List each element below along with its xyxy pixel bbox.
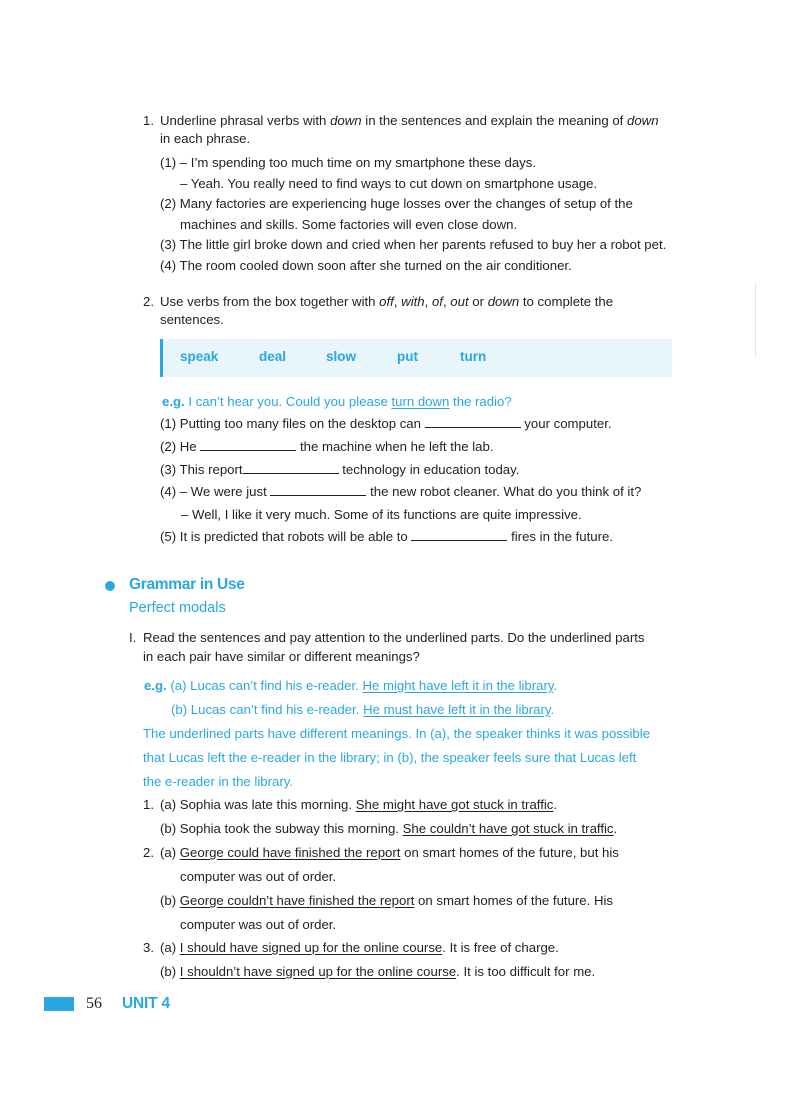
q1-b: [160, 819, 617, 839]
ex2-heading-part: off: [379, 294, 394, 309]
footer-bar: [44, 997, 74, 1011]
sentence-text: technology in education today.: [338, 462, 520, 477]
unit-label: UNIT 4: [122, 995, 170, 1012]
section-bullet-icon: [105, 581, 115, 591]
ex2-sentence-5: [160, 527, 613, 547]
page-number: 56: [86, 995, 102, 1012]
q2-a-cont: computer was out of order.: [180, 869, 337, 884]
ex2-heading-part: out: [450, 294, 469, 309]
grammar-example-b: [171, 700, 554, 720]
word-box-item: slow: [326, 349, 357, 364]
q-text: (a): [160, 845, 180, 860]
example-label: e.g.: [144, 678, 167, 693]
grammar-explanation-line: the e-reader in the library.: [143, 774, 294, 789]
q-text: on smart homes of the future. His: [414, 893, 614, 908]
ex2-example: [162, 392, 512, 412]
grammar-example-a: [144, 676, 557, 696]
q-underline: I should have signed up for the online course: [179, 940, 443, 955]
grammar-number: I.: [129, 630, 137, 645]
grammar-title: Grammar in Use: [129, 576, 245, 593]
q-text: (b): [160, 964, 180, 979]
sentence-text: the new robot cleaner. What do you think of it?: [366, 484, 642, 499]
q-underline: She couldn’t have got stuck in traffic: [402, 821, 614, 836]
q3-b: [160, 962, 595, 982]
ex2-heading-part: with: [401, 294, 425, 309]
grammar-subtitle: Perfect modals: [129, 600, 226, 616]
sentence-text: the machine when he left the lab.: [296, 439, 494, 454]
ex1-item-1: (1) – I’m spending too much time on my smartphone these days.: [160, 155, 537, 170]
ex1-item-3: (3) The little girl broke down and cried when her parents refused to buy her a robot pet.: [160, 237, 667, 252]
grammar-heading: Read the sentences and pay attention to the underlined parts. Do the underlined parts: [143, 630, 645, 645]
q-underline: George couldn’t have finished the report: [179, 893, 415, 908]
ex1-heading: [160, 111, 659, 130]
ex1-item-1-reply: – Yeah. You really need to find ways to cut down on smartphone usage.: [180, 176, 598, 191]
example-text: .: [553, 678, 558, 693]
q-text: .: [613, 821, 618, 836]
ex2-heading-part: or: [468, 294, 488, 309]
ex1-item-4: (4) The room cooled down soon after she turned on the air conditioner.: [160, 258, 572, 273]
ex2-heading-part: ,: [393, 294, 402, 309]
ex2-heading-part: ,: [442, 294, 451, 309]
answer-blank[interactable]: [425, 415, 521, 428]
ex2-heading-part: ,: [424, 294, 432, 309]
ex2-heading-part: Use verbs from the box together with: [160, 294, 380, 309]
ex2-heading-line2: sentences.: [160, 312, 224, 327]
sentence-text: (4) – We were just: [160, 484, 271, 499]
ex2-heading-part: of: [431, 294, 443, 309]
q-text: (a): [160, 940, 180, 955]
ex2-number: 2.: [143, 294, 154, 309]
grammar-explanation-line: that Lucas left the e-reader in the library; in (b), the speaker feels sure that Lucas left: [143, 750, 637, 765]
sentence-text: (1) Putting too many files on the desktop can: [160, 416, 425, 431]
q2-number: 2.: [143, 845, 154, 860]
word-box-item: speak: [180, 349, 219, 364]
q-text: (b): [160, 893, 180, 908]
word-box-item: put: [397, 349, 418, 364]
example-text: the radio?: [449, 394, 512, 409]
q-text: (a) Sophia was late this morning.: [160, 797, 356, 812]
q3-number: 3.: [143, 940, 154, 955]
q2-b: [160, 891, 613, 911]
q-text: on smart homes of the future, but his: [400, 845, 619, 860]
ex2-sentence-1: [160, 414, 612, 434]
q1-a: [160, 795, 557, 815]
answer-blank[interactable]: [270, 483, 366, 496]
example-text: .: [550, 702, 555, 717]
word-box-item: turn: [460, 349, 487, 364]
ex2-heading: [160, 292, 613, 311]
ex1-heading-part: down: [627, 113, 659, 128]
ex1-heading-line2: in each phrase.: [160, 131, 251, 146]
example-underline: He must have left it in the library: [363, 702, 551, 717]
q2-a: [160, 843, 619, 863]
example-text: (b) Lucas can’t find his e-reader.: [171, 702, 364, 717]
sentence-text: (2) He: [160, 439, 201, 454]
answer-blank[interactable]: [200, 438, 296, 451]
q2-b-cont: computer was out of order.: [180, 917, 337, 932]
grammar-explanation-line: The underlined parts have different meanings. In (a), the speaker thinks it was possible: [143, 726, 651, 741]
ex2-sentence-3: [160, 460, 519, 480]
answer-blank[interactable]: [243, 461, 339, 474]
page-edge-mark: [755, 283, 756, 358]
q-text: .: [553, 797, 558, 812]
ex1-number: 1.: [143, 113, 154, 128]
ex2-heading-part: down: [487, 294, 520, 309]
ex1-heading-part: in the sentences and explain the meaning of: [361, 113, 627, 128]
q-underline: I shouldn’t have signed up for the online course: [179, 964, 457, 979]
q-text: . It is too difficult for me.: [456, 964, 596, 979]
ex2-heading-part: to complete the: [519, 294, 614, 309]
q-text: (b) Sophia took the subway this morning.: [160, 821, 403, 836]
q1-number: 1.: [143, 797, 154, 812]
example-text: (a) Lucas can’t find his e-reader.: [166, 678, 363, 693]
ex2-sentence-4-reply: – Well, I like it very much. Some of its functions are quite impressive.: [181, 507, 582, 522]
sentence-text: (3) This report: [160, 462, 243, 477]
ex2-sentence-2: [160, 437, 494, 457]
q-underline: She might have got stuck in traffic: [355, 797, 554, 812]
grammar-heading-line2: in each pair have similar or different meanings?: [143, 649, 420, 664]
q3-a: [160, 938, 559, 958]
example-answer: turn down: [391, 394, 450, 409]
example-underline: He might have left it in the library: [362, 678, 554, 693]
sentence-text: fires in the future.: [507, 529, 613, 544]
word-box-item: deal: [259, 349, 287, 364]
q-underline: George could have finished the report: [179, 845, 401, 860]
word-box: [160, 339, 672, 377]
ex1-heading-part: down: [330, 113, 362, 128]
example-label: e.g.: [162, 394, 185, 409]
example-text: I can’t hear you. Could you please: [184, 394, 392, 409]
q-text: . It is free of charge.: [442, 940, 559, 955]
ex1-item-2: (2) Many factories are experiencing huge losses over the changes of setup of the: [160, 196, 633, 211]
ex2-sentence-4: [160, 482, 641, 502]
sentence-text: your computer.: [520, 416, 612, 431]
sentence-text: (5) It is predicted that robots will be able to: [160, 529, 412, 544]
ex1-heading-part: Underline phrasal verbs with: [160, 113, 331, 128]
ex1-item-2-cont: machines and skills. Some factories will even close down.: [180, 217, 518, 232]
answer-blank[interactable]: [411, 528, 507, 541]
